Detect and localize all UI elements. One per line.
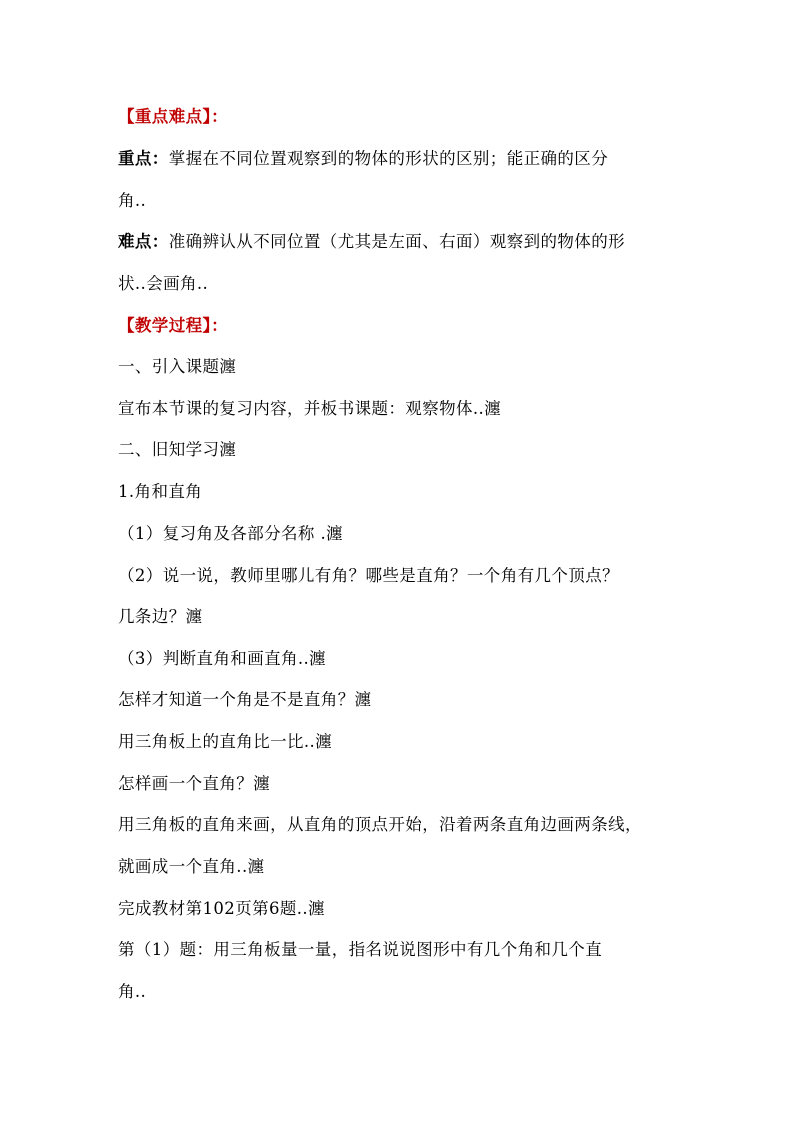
difficult-point-line-1	[118, 231, 625, 253]
paragraph-line: 宣布本节课的复习内容，并板书课题：观察物体..瀍	[118, 399, 502, 418]
paragraph-line: 角..	[118, 982, 147, 1001]
difficult-point-line-2: 状..会画角..	[118, 274, 209, 293]
list-item: （1）复习角及各部分名称 .瀍	[118, 524, 343, 543]
key-point-text: 掌握在不同位置观察到的物体的形状的区别；能正确的区分	[168, 149, 609, 168]
subsection-title: 1.角和直角	[118, 482, 203, 501]
difficult-point-text: 准确辨认从不同位置（尤其是左面、右面）观察到的物体的形	[168, 232, 626, 251]
paragraph-line: 怎样才知道一个角是不是直角？瀍	[118, 690, 372, 709]
section-intro-title: 一、引入课题瀍	[118, 357, 237, 376]
list-item: （3）判断直角和画直角..瀍	[118, 649, 327, 668]
paragraph-line: 怎样画一个直角？瀍	[118, 774, 271, 793]
heading-key-difficult-points: 【重点难点】：	[118, 107, 229, 126]
paragraph-line: 用三角板上的直角比一比..瀍	[118, 732, 333, 751]
key-point-line-2: 角..	[118, 191, 147, 210]
list-item: （2）说一说，教师里哪儿有角？哪些是直角？一个角有几个顶点？	[118, 566, 619, 585]
key-point-label: 重点：	[118, 149, 169, 168]
paragraph-line: 第（1）题：用三角板量一量，指名说说图形中有几个角和几个直	[118, 940, 603, 959]
paragraph-line: 几条边？瀍	[118, 607, 203, 626]
key-point-line-1	[118, 148, 608, 170]
paragraph-line: 用三角板的直角来画，从直角的顶点开始，沿着两条直角边画两条线，	[118, 815, 642, 834]
difficult-point-label: 难点：	[118, 232, 169, 251]
paragraph-line: 就画成一个直角..瀍	[118, 857, 265, 876]
paragraph-line: 完成教材第102页第6题..瀍	[118, 899, 325, 918]
heading-teaching-process: 【教学过程】：	[118, 316, 229, 335]
section-review-title: 二、旧知学习瀍	[118, 440, 237, 459]
